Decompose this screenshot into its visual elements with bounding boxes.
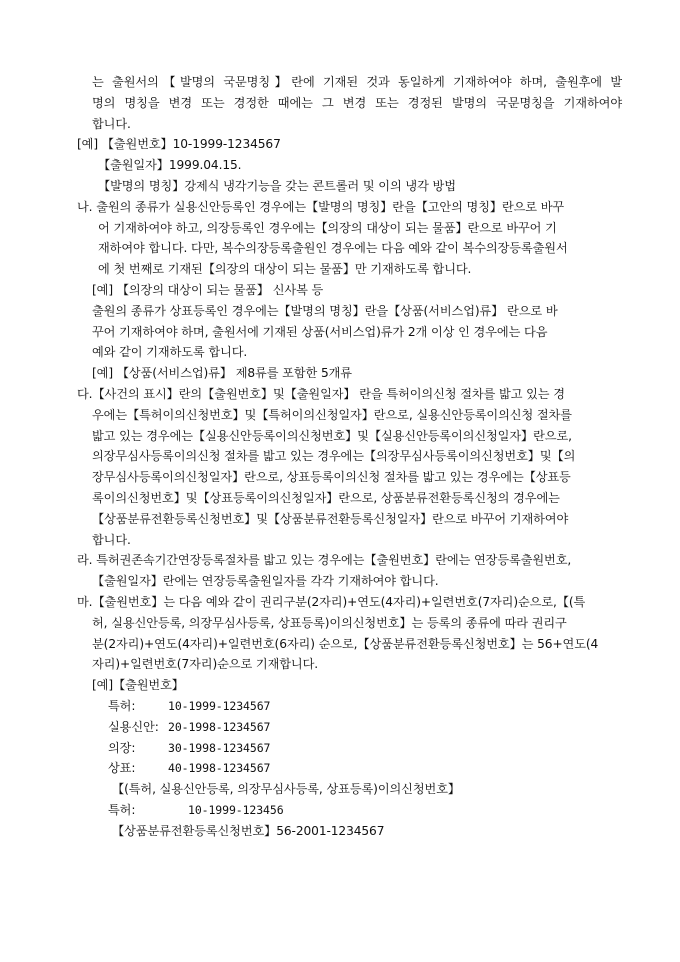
section-na-line-1: 나. 출원의 종류가 실용신안등록인 경우에는【발명의 명칭】란을【고안의 명칭】란으로 바꾸 (77, 199, 565, 214)
example4-value: 40-1998-1234567 (168, 761, 271, 776)
intro-line-3: 합니다. (92, 116, 131, 131)
example1-application-date: 【출원일자】1999.04.15. (98, 158, 242, 173)
example4-row-patent (0, 696, 680, 717)
example1-application-number: [예] 【출원번호】10-1999-1234567 (77, 137, 281, 152)
example4-header: [예]【출원번호】 (92, 678, 184, 693)
section-ma-line-2: 허, 실용신안등록, 의장무심사등록, 상표등록)이의신청번호】는 등록의 종류에 따라 권리구 (92, 615, 567, 630)
section-da-line-8: 합니다. (92, 532, 131, 547)
trademark-line-2: 꾸어 기재하여야 하며, 출원서에 기재된 상품(서비스업)류가 2개 이상 인 경우에는 다음 (92, 324, 548, 339)
section-na-line-2: 어 기재하여야 하고, 의장등록인 경우에는【의장의 대상이 되는 물품】란으로 바꾸어 기 (98, 220, 557, 235)
example4-objection-row (0, 800, 680, 821)
trademark-line-1: 출원의 종류가 상표등록인 경우에는【발명의 명칭】란을【상품(서비스업)류】 란으로 바 (92, 303, 558, 318)
example1-invention-title: 【발명의 명칭】강제식 냉각기능을 갖는 콘트롤러 및 이의 냉각 방법 (98, 178, 456, 193)
section-da-line-5: 장무심사등록이의신청일자】란으로, 상표등록이의신청 절차를 밟고 있는 경우에는【상표등 (92, 470, 571, 485)
example4-label: 실용신안: (108, 719, 159, 734)
section-da-line-6: 록이의신청번호】및【상표등록이의신청일자】란으로, 상품분류전환등록신청의 경우에는 (92, 490, 560, 505)
example4-objection-value: 10-1999-123456 (188, 802, 284, 817)
section-ma-line-4: 자리)+일련번호(7자리)순으로 기재합니다. (92, 657, 319, 672)
example4-row-trademark (0, 758, 680, 779)
example4-value: 30-1998-1234567 (168, 740, 271, 755)
example4-row-utility (0, 717, 680, 738)
document-body (0, 72, 680, 841)
section-da-line-3: 밟고 있는 경우에는【실용신안등록이의신청번호】및【실용신안등록이의신청일자】란으로, (92, 428, 572, 443)
section-da-line-2: 우에는【특허이의신청번호】및【특허이의신청일자】란으로, 실용신안등록이의신청 절차를 (92, 407, 572, 422)
section-ra-line-2: 【출원일자】란에는 연장등록출원일자를 각각 기재하여야 합니다. (92, 574, 439, 589)
section-na-line-3: 재하여야 합니다. 다만, 복수의장등록출원인 경우에는 다음 예와 같이 복수의장등록출원서 (98, 241, 568, 256)
example4-row-design (0, 738, 680, 759)
example2-design-article: [예] 【의장의 대상이 되는 물품】 신사복 등 (92, 282, 324, 297)
section-da-line-7: 【상품분류전환등록신청번호】및【상품분류전환등록신청일자】란으로 바꾸어 기재하여야 (92, 511, 569, 526)
section-da-line-1: 다.【사건의 표시】란의【출원번호】및【출원일자】 란을 특허이의신청 절차를 밟고 있는 경 (77, 386, 565, 401)
example4-objection-label: 특허: (108, 802, 136, 817)
intro-line-2: 명의 명칭을 변경 또는 경정한 때에는 그 변경 또는 경정된 발명의 국문명칭을 기재하여야 (92, 95, 622, 110)
example3-goods-class: [예] 【상품(서비스업)류】 제8류를 포함한 5개류 (92, 366, 352, 381)
example4-value: 20-1998-1234567 (168, 719, 271, 734)
section-ma-line-1: 마.【출원번호】는 다음 예와 같이 권리구분(2자리)+연도(4자리)+일련번호(7자리)순으로,【(특 (77, 594, 586, 609)
section-ma-line-3: 분(2자리)+연도(4자리)+일련번호(6자리) 순으로,【상품분류전환등록신청번호】는 56+연도(4 (92, 636, 599, 651)
example4-objection-header: 【(특허, 실용신안등록, 의장무심사등록, 상표등록)이의신청번호】 (112, 782, 460, 797)
example4-value: 10-1999-1234567 (168, 698, 271, 713)
trademark-line-3: 예와 같이 기재하도록 합니다. (92, 345, 248, 360)
example4-conversion-number: 【상품분류전환등록신청번호】56-2001-1234567 (112, 823, 385, 838)
intro-line-1: 는 출원서의【발명의 국문명칭】란에 기재된 것과 동일하게 기재하여야 하며, 출원후에 발 (92, 75, 622, 89)
example4-label: 특허: (108, 698, 136, 713)
section-da-line-4: 의장무심사등록이의신청 절차를 밟고 있는 경우에는【의장무심사등록이의신청번호】및【의 (92, 449, 576, 464)
section-ra-line-1: 라. 특허권존속기간연장등록절차를 밟고 있는 경우에는【출원번호】란에는 연장등록출원번호, (77, 553, 572, 568)
example4-label: 상표: (108, 761, 136, 776)
example4-label: 의장: (108, 740, 136, 755)
section-na-line-4: 에 첫 번째로 기재된【의장의 대상이 되는 물품】만 기재하도록 합니다. (98, 262, 472, 277)
